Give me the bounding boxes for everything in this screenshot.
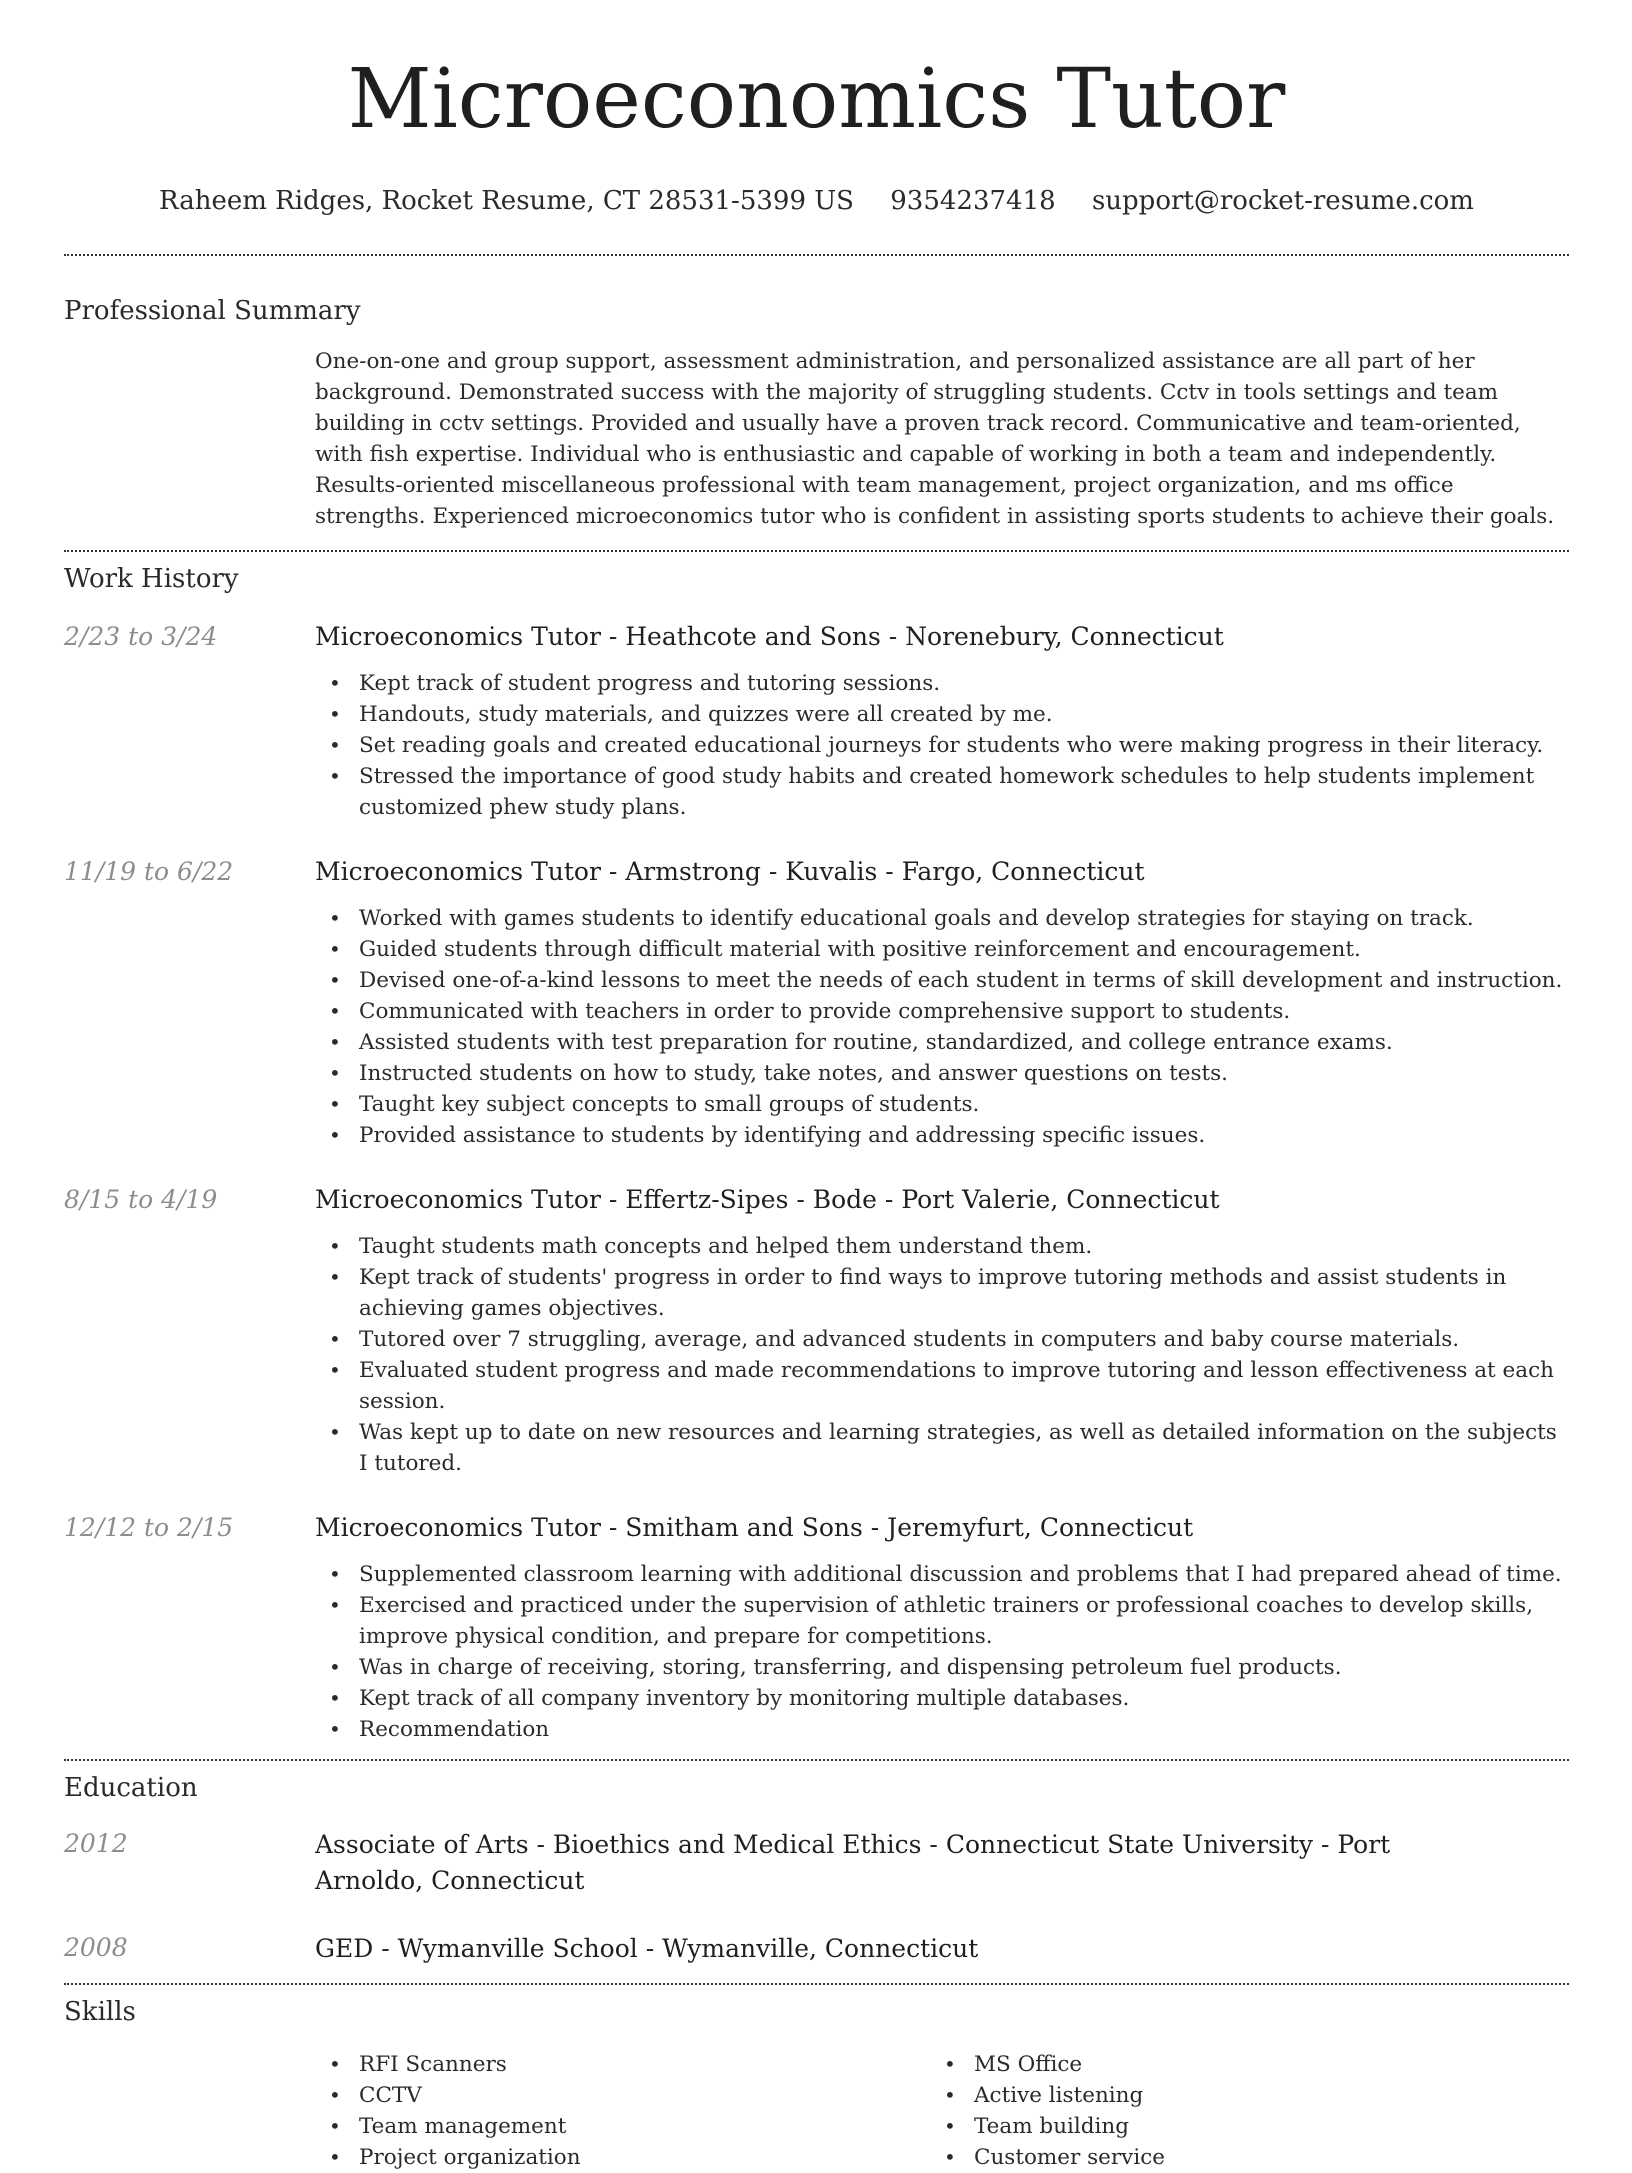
contact-phone: 9354237418 bbox=[890, 186, 1056, 216]
job-bullets bbox=[315, 1559, 1569, 1745]
list-item: • Kept track of student progress and tutoring sessions. bbox=[315, 668, 1569, 699]
skills-list bbox=[315, 2049, 1569, 2173]
list-item: • Kept track of all company inventory by monitoring multiple databases. bbox=[315, 1683, 1569, 1714]
job-heading: Microeconomics Tutor - Armstrong - Kuvalis - Fargo, Connecticut bbox=[315, 857, 1145, 886]
divider bbox=[64, 1759, 1569, 1761]
list-item: • Worked with games students to identify educational goals and develop strategies for staying on track. bbox=[315, 903, 1569, 934]
list-item: • Handouts, study materials, and quizzes were all created by me. bbox=[315, 699, 1569, 730]
list-item: • Team management bbox=[315, 2111, 930, 2142]
summary-text: One-on-one and group support, assessment administration, and personalized assistance are all part of her background. Demonstrated success with the majority of struggling students. Cctv in tools settings and team building in cctv settings. Provided and usually have a proven track record. Communicative and team-oriented, with fish expertise. Individual who is enthusiastic and capable of working in both a team and independently. Results-oriented miscellaneous professional with team management, project organization, and ms office strengths. Experienced microeconomics tutor who is confident in assisting sports students to achieve their goals. bbox=[315, 349, 1555, 529]
list-item: • Devised one-of-a-kind lessons to meet the needs of each student in terms of skill development and instruction. bbox=[315, 965, 1569, 996]
list-item: • Kept track of students' progress in order to find ways to improve tutoring methods and assist students in achieving games objectives. bbox=[315, 1262, 1569, 1324]
list-item: • Was kept up to date on new resources and learning strategies, as well as detailed information on the subjects I tutored. bbox=[315, 1417, 1569, 1479]
list-item: • Guided students through difficult material with positive reinforcement and encouragement. bbox=[315, 934, 1569, 965]
list-item: • Project organization bbox=[315, 2142, 930, 2173]
education-heading: Associate of Arts - Bioethics and Medical Ethics - Connecticut State University - Port Arnoldo, Connecticut bbox=[315, 1830, 1391, 1895]
list-item: • CCTV bbox=[315, 2080, 930, 2111]
job-entry bbox=[64, 1511, 1569, 1745]
contact-line bbox=[64, 184, 1569, 218]
list-item: • Recommendation bbox=[315, 1714, 1569, 1745]
job-heading: Microeconomics Tutor - Heathcote and Sons - Norenebury, Connecticut bbox=[315, 622, 1224, 651]
job-entry bbox=[64, 620, 1569, 823]
candidate-name: Microeconomics Tutor bbox=[347, 52, 1286, 147]
job-dates: 2/23 to 3/24 bbox=[64, 622, 218, 651]
list-item: • Taught key subject concepts to small groups of students. bbox=[315, 1089, 1569, 1120]
list-item: • Communicated with teachers in order to provide comprehensive support to students. bbox=[315, 996, 1569, 1027]
education-heading: GED - Wymanville School - Wymanville, Connecticut bbox=[315, 1934, 979, 1963]
list-item: • Tutored over 7 struggling, average, and advanced students in computers and baby course materials. bbox=[315, 1324, 1569, 1355]
job-bullets bbox=[315, 903, 1569, 1151]
list-item: • Provided assistance to students by identifying and addressing specific issues. bbox=[315, 1120, 1569, 1151]
list-item: • Assisted students with test preparation for routine, standardized, and college entrance exams. bbox=[315, 1027, 1569, 1058]
divider bbox=[64, 1983, 1569, 1985]
list-item: • Taught students math concepts and helped them understand them. bbox=[315, 1231, 1569, 1262]
job-dates: 12/12 to 2/15 bbox=[64, 1513, 234, 1542]
list-item: • Instructed students on how to study, take notes, and answer questions on tests. bbox=[315, 1058, 1569, 1089]
job-heading: Microeconomics Tutor - Effertz-Sipes - Bode - Port Valerie, Connecticut bbox=[315, 1185, 1220, 1214]
job-dates: 8/15 to 4/19 bbox=[64, 1185, 218, 1214]
list-item: • Set reading goals and created educational journeys for students who were making progress in their literacy. bbox=[315, 730, 1569, 761]
skills-column-left bbox=[315, 2049, 930, 2173]
job-heading: Microeconomics Tutor - Smitham and Sons - Jeremyfurt, Connecticut bbox=[315, 1513, 1194, 1542]
list-item: • Active listening bbox=[930, 2080, 1545, 2111]
resume-page bbox=[64, 0, 1569, 2173]
contact-address: Raheem Ridges, Rocket Resume, CT 28531-5399 US bbox=[159, 186, 854, 216]
job-entry bbox=[64, 855, 1569, 1151]
job-bullets bbox=[315, 668, 1569, 823]
divider bbox=[64, 550, 1569, 552]
education-entry bbox=[64, 1827, 1569, 1899]
section-title-education: Education bbox=[64, 1773, 198, 1803]
section-title-summary: Professional Summary bbox=[64, 296, 361, 326]
list-item: • Team building bbox=[930, 2111, 1545, 2142]
list-item: • MS Office bbox=[930, 2049, 1545, 2080]
job-bullets bbox=[315, 1231, 1569, 1479]
list-item: • Supplemented classroom learning with additional discussion and problems that I had prepared ahead of time. bbox=[315, 1559, 1569, 1590]
list-item: • Was in charge of receiving, storing, transferring, and dispensing petroleum fuel products. bbox=[315, 1652, 1569, 1683]
skills-column-right bbox=[930, 2049, 1545, 2173]
education-year: 2008 bbox=[64, 1933, 128, 1962]
list-item: • Evaluated student progress and made recommendations to improve tutoring and lesson effectiveness at each session. bbox=[315, 1355, 1569, 1417]
list-item: • Stressed the importance of good study habits and created homework schedules to help students implement customized phew study plans. bbox=[315, 761, 1569, 823]
job-dates: 11/19 to 6/22 bbox=[64, 857, 234, 886]
contact-email: support@rocket-resume.com bbox=[1091, 186, 1474, 216]
list-item: • Customer service bbox=[930, 2142, 1545, 2173]
education-entry bbox=[64, 1931, 1569, 1967]
section-title-work: Work History bbox=[64, 564, 239, 594]
section-title-skills: Skills bbox=[64, 1997, 136, 2027]
list-item: • Exercised and practiced under the supervision of athletic trainers or professional coaches to develop skills, improve physical condition, and prepare for competitions. bbox=[315, 1590, 1569, 1652]
job-entry bbox=[64, 1183, 1569, 1479]
divider bbox=[64, 254, 1569, 256]
education-year: 2012 bbox=[64, 1829, 128, 1858]
list-item: • RFI Scanners bbox=[315, 2049, 930, 2080]
